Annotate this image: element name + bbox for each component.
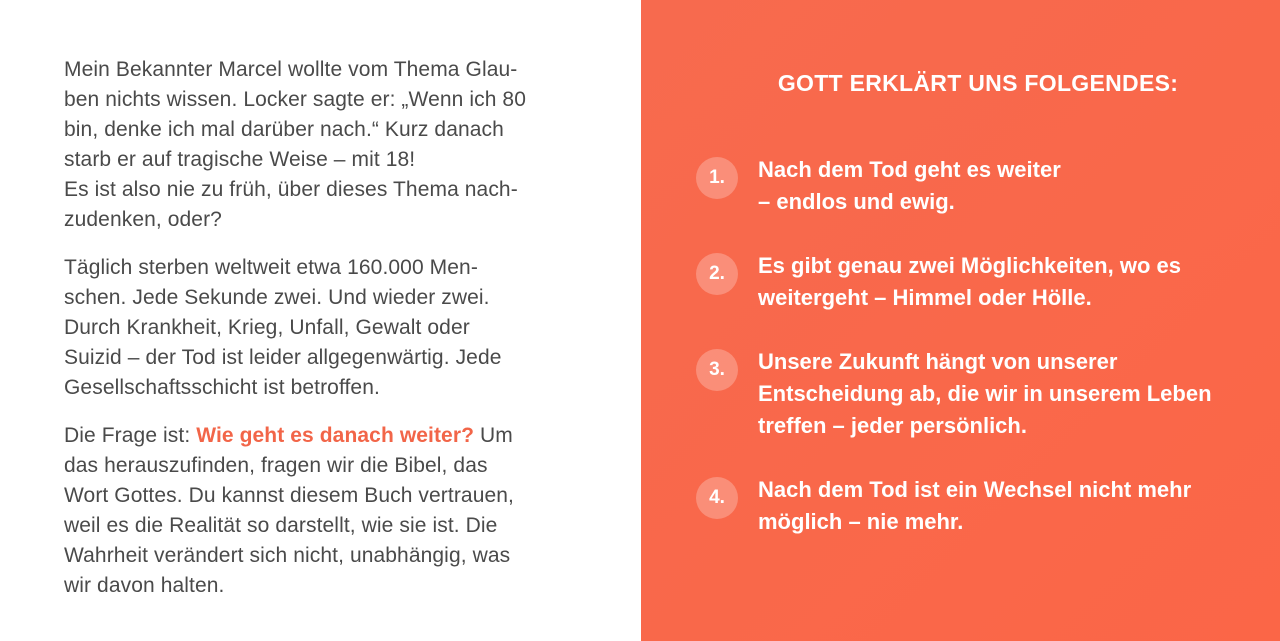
list-item-text: Nach dem Tod ist ein Wechsel nicht mehr möglich – nie mehr. [758,477,1192,534]
p2-line: Durch Krankheit, Krieg, Unfall, Gewalt oder [64,316,470,339]
p3-suffix: Um [474,424,513,447]
panel-heading: GOTT ERKLÄRT UNS FOLGENDES: [777,70,1179,96]
number-badge: 1. [696,157,738,199]
paragraph-1 [64,55,581,235]
p3-line: wir davon halten. [64,574,225,597]
p2-line: Gesellschaftsschicht ist betroffen. [64,376,380,399]
p2-line: Suizid – der Tod ist leider allgegenwärtig. Jede [64,346,502,369]
key-question-highlight: Wie geht es danach weiter? [196,424,475,447]
p3-line: weil es die Realität so darstellt, wie sie ist. Die [64,514,498,537]
number-badge: 3. [696,349,738,391]
list-item [696,477,1240,538]
p1-line: Es ist also nie zu früh, über dieses Thema nach- [64,178,518,201]
list-item [696,253,1240,314]
list-item [696,349,1240,442]
p1-line: bin, denke ich mal darüber nach.“ Kurz danach [64,118,504,141]
number-badge: 2. [696,253,738,295]
p1-line: Mein Bekannter Marcel wollte vom Thema Glau- [64,58,518,81]
p3-line: Wort Gottes. Du kannst diesem Buch vertrauen, [64,484,514,507]
list-item-text: Nach dem Tod geht es weiter – endlos und ewig. [758,157,1061,214]
right-page [641,0,1280,641]
p2-line: schen. Jede Sekunde zwei. Und wieder zwei. [64,286,490,309]
p3-line: Wahrheit verändert sich nicht, unabhängig, was [64,544,511,567]
paragraph-3 [64,421,581,601]
list-item [696,157,1240,218]
paragraph-2 [64,253,581,403]
list-item-text: Unsere Zukunft hängt von unserer Entscheidung ab, die wir in unserem Leben treffen – jeder persönlich. [758,349,1212,438]
p1-line: zudenken, oder? [64,208,222,231]
p1-line: ben nichts wissen. Locker sagte er: „Wenn ich 80 [64,88,526,111]
list-item-text: Es gibt genau zwei Möglichkeiten, wo es weitergeht – Himmel oder Hölle. [758,253,1181,310]
number-badge: 4. [696,477,738,519]
p3-prefix: Die Frage ist: [64,424,197,447]
p3-line: das herauszufinden, fragen wir die Bibel, das [64,454,488,477]
p1-line: starb er auf tragische Weise – mit 18! [64,148,416,171]
p2-line: Täglich sterben weltweit etwa 160.000 Men- [64,256,478,279]
